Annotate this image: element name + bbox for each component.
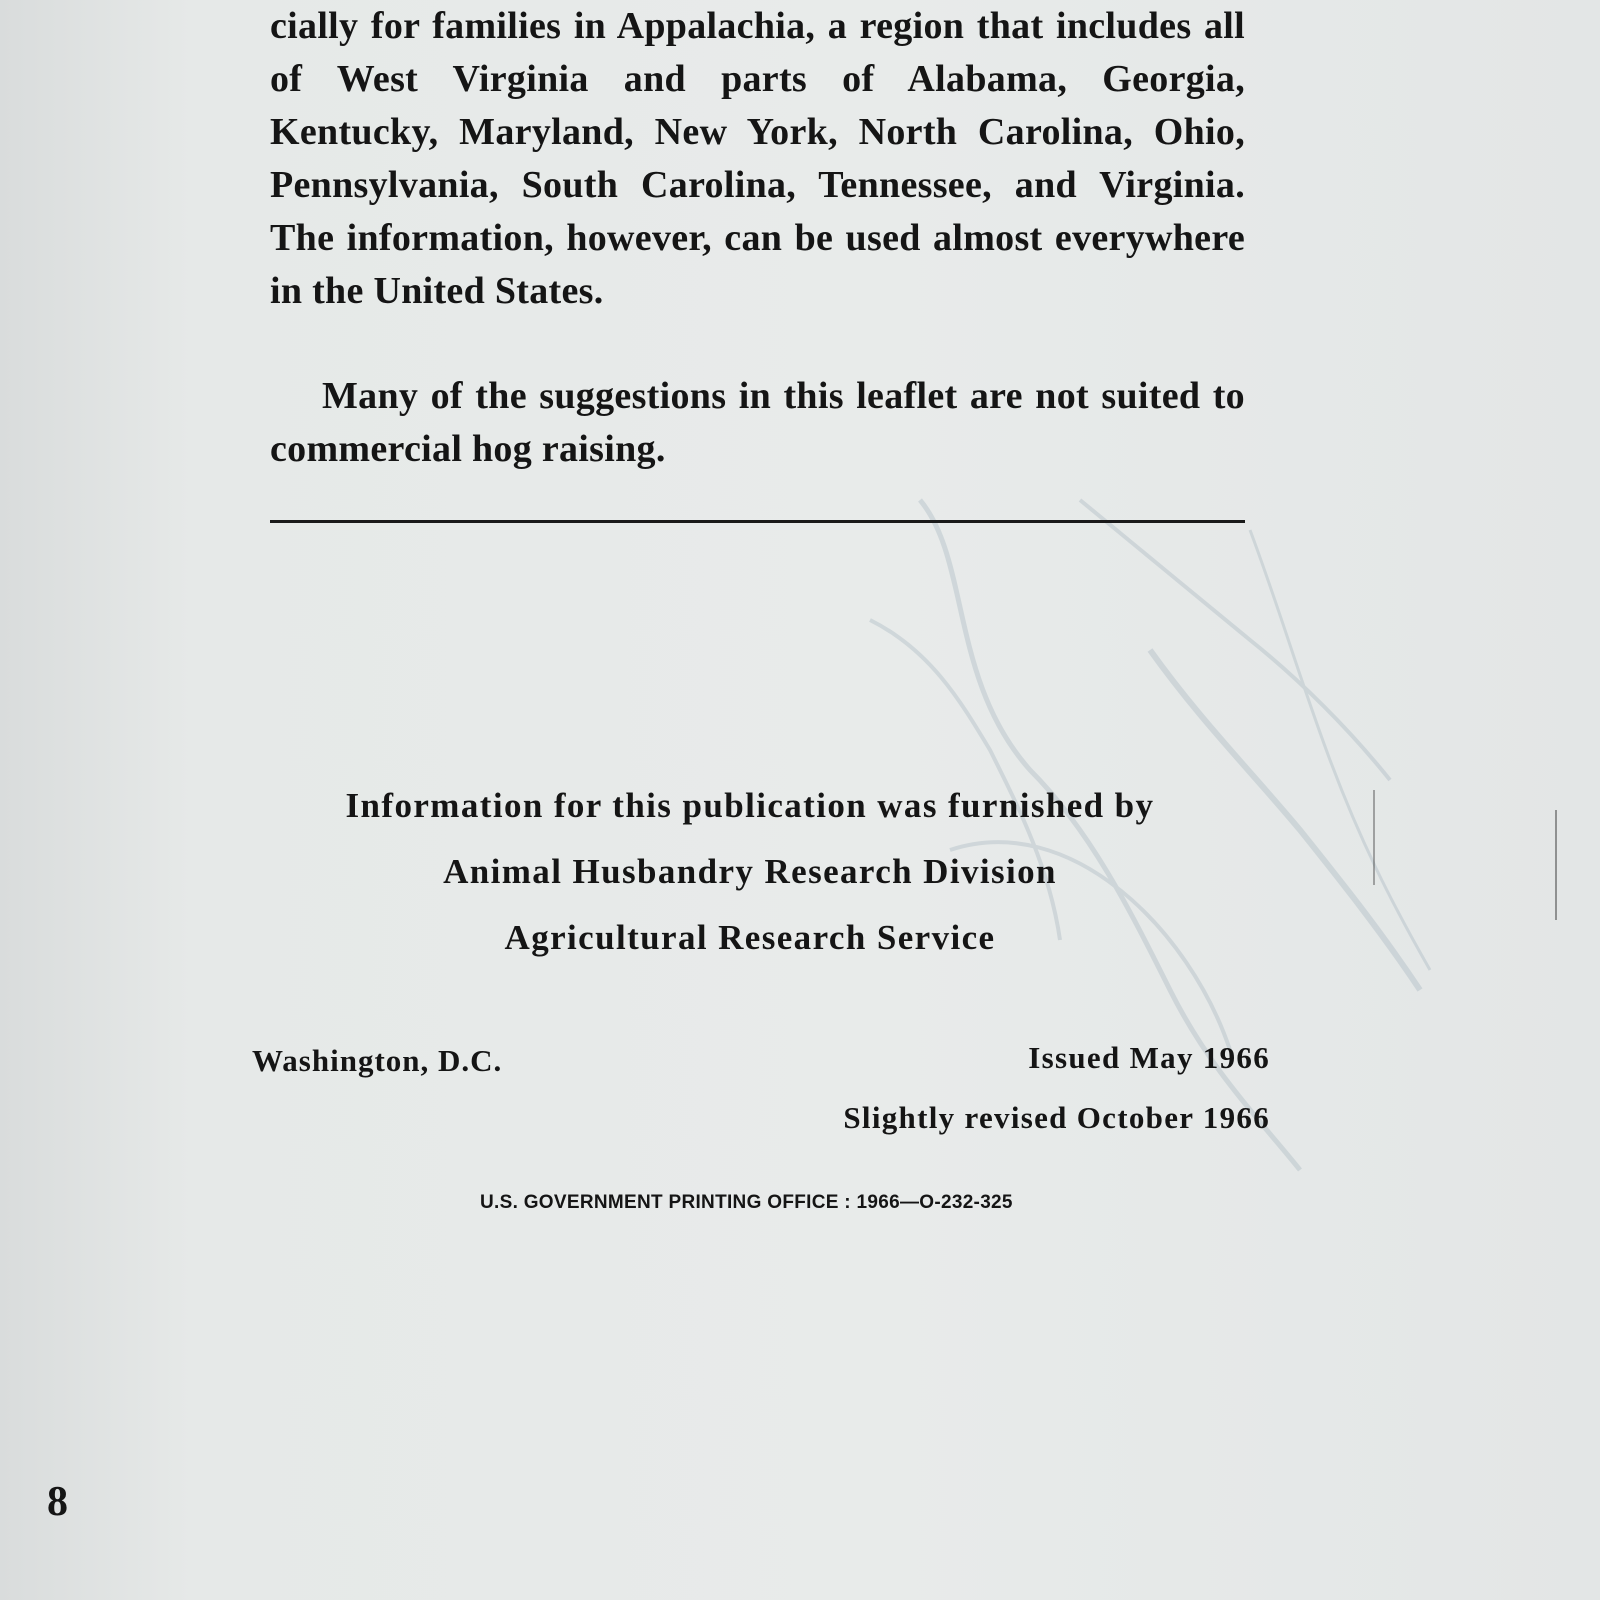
credit-service: Agricultural Research Service [504, 918, 996, 957]
appalachia-paragraph: cially for families in Appalachia, a region that includes all of West Virginia and parts of Alabama, Georgia, Kentucky, Maryland, New York, North Carolina, Ohio, Pennsylvania, South Carolina, Tennessee, and Virginia. The information, however, can be used almost everywhere in the United States. [270, 5, 1245, 312]
credit-division: Animal Husbandry Research Division [443, 852, 1057, 891]
section-divider [270, 520, 1245, 523]
publication-place: Washington, D.C. [252, 1043, 503, 1078]
commercial-note-paragraph: Many of the suggestions in this leaflet are not suited to commercial hog raising. [270, 375, 1245, 470]
revised-date: Slightly revised October 1966 [843, 1100, 1270, 1135]
printing-office-line: U.S. GOVERNMENT PRINTING OFFICE : 1966—O-232-325 [480, 1192, 1013, 1213]
issued-date: Issued May 1966 [1028, 1040, 1270, 1075]
paper-mark [1373, 790, 1375, 885]
page-number: 8 [47, 1479, 68, 1525]
credit-intro: Information for this publication was furnished by [345, 786, 1155, 825]
paper-mark [1555, 810, 1557, 920]
